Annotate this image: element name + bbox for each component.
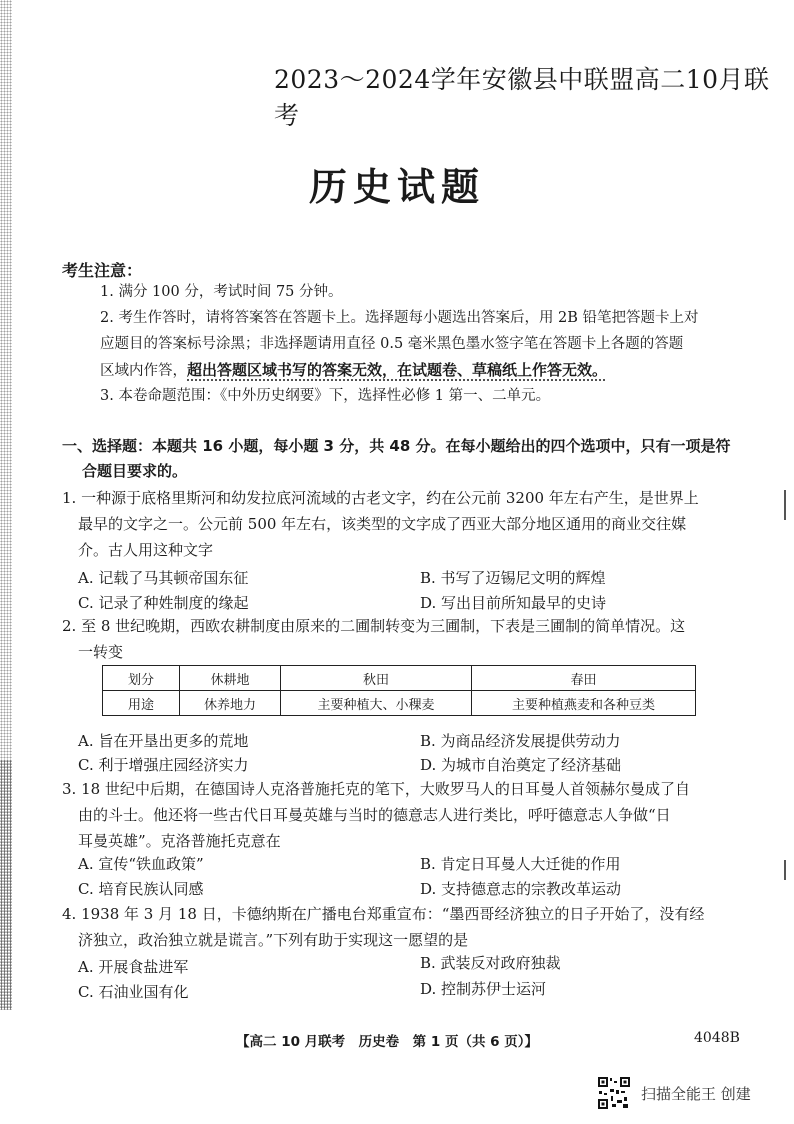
table-cell: 划分 xyxy=(103,666,180,691)
question-stem: 介。古人用这种文字 xyxy=(78,541,214,559)
notice-item: 应题目的答案标号涂黑；非选择题请用直径 0.5 毫米黑色墨水签字笔在答题卡上各题的答题 xyxy=(100,336,684,352)
question-stem: 2. 至 8 世纪晚期，西欧农耕制度由原来的二圃制转变为三圃制，下表是三圃制的简单情况。这 xyxy=(62,617,686,635)
option-b: B. 武装反对政府独裁 xyxy=(420,954,561,972)
option-b: B. 肯定日耳曼人大迁徙的作用 xyxy=(420,855,621,873)
scan-edge-mark xyxy=(784,490,786,520)
option-d: D. 写出目前所知最早的史诗 xyxy=(420,594,607,612)
table-cell: 休耕地 xyxy=(180,666,281,691)
exam-title: 2023～2024学年安徽县中联盟高二10月联考 xyxy=(274,65,770,130)
question-stem: 济独立，政治独立就是谎言。”下列有助于实现这一愿望的是 xyxy=(78,931,469,949)
table-cell: 休养地力 xyxy=(180,691,281,716)
question-stem: 最早的文字之一。公元前 500 年左右，该类型的文字成了西亚大部分地区通用的商业交往媒 xyxy=(78,515,687,533)
table-cell: 主要种植大、小稞麦 xyxy=(281,691,472,716)
option-a: A. 宣传“铁血政策” xyxy=(78,855,204,873)
option-c: C. 记录了种姓制度的缘起 xyxy=(78,594,249,612)
notice-heading: 考生注意： xyxy=(62,261,143,280)
subject-title: 历史试题 xyxy=(308,165,485,209)
question-stem: 4. 1938 年 3 月 18 日，卡德纳斯在广播电台郑重宣布：“墨西哥经济独立的日子开始了，没有经 xyxy=(62,905,705,923)
table-cell: 秋田 xyxy=(281,666,472,691)
option-c: C. 培育民族认同感 xyxy=(78,880,204,898)
scan-edge-mark xyxy=(784,860,786,880)
option-b: B. 为商品经济发展提供劳动力 xyxy=(420,732,621,750)
question-stem: 一转变 xyxy=(78,643,124,661)
footer-code: 4048B xyxy=(694,1030,740,1046)
notice-item: 3. 本卷命题范围：《中外历史纲要》下，选择性必修 1 第一、二单元。 xyxy=(100,388,551,404)
option-c: C. 利于增强庄园经济实力 xyxy=(78,756,249,774)
option-d: D. 控制苏伊士运河 xyxy=(420,980,547,998)
question-stem: 由的斗士。他还将一些古代日耳曼英雄与当时的德意志人进行类比，呼吁德意志人争做“日 xyxy=(78,806,671,824)
table-cell: 主要种植燕麦和各种豆类 xyxy=(472,691,696,716)
qr-code-icon xyxy=(597,1076,631,1110)
scan-edge-strip-dark xyxy=(0,760,12,1010)
notice-item-line xyxy=(100,358,607,383)
question-stem: 耳曼英雄”。克洛普施托克意在 xyxy=(78,832,281,850)
table-header-row xyxy=(103,666,696,691)
section-heading: 合题目要求的。 xyxy=(82,462,188,480)
table-row xyxy=(103,691,696,716)
option-b: B. 书写了迈锡尼文明的辉煌 xyxy=(420,569,606,587)
option-d: D. 为城市自治奠定了经济基础 xyxy=(420,756,622,774)
option-d: D. 支持德意志的宗教改革运动 xyxy=(420,880,622,898)
table-cell: 用途 xyxy=(103,691,180,716)
option-c: C. 石油业国有化 xyxy=(78,983,189,1001)
option-a: A. 记载了马其顿帝国东征 xyxy=(78,569,249,587)
footer-page-info: 【高二 10 月联考 历史卷 第 1 页（共 6 页）】 xyxy=(236,1034,539,1050)
notice-item: 区域内作答， xyxy=(100,363,187,379)
notice-item: 1. 满分 100 分，考试时间 75 分钟。 xyxy=(100,284,343,300)
notice-emphasis: 超出答题区域书写的答案无效，在试题卷、草稿纸上作答无效。 xyxy=(187,361,608,379)
option-a: A. 开展食盐进军 xyxy=(78,958,189,976)
notice-item: 2. 考生作答时，请将答案答在答题卡上。选择题每小题选出答案后，用 2B 铅笔把答题卡上对 xyxy=(100,310,699,326)
option-a: A. 旨在开垦出更多的荒地 xyxy=(78,732,249,750)
question-stem: 3. 18 世纪中后期，在德国诗人克洛普施托克的笔下，大败罗马人的日耳曼人首领赫尔曼成了自 xyxy=(62,780,690,798)
table-cell: 春田 xyxy=(472,666,696,691)
section-heading: 一、选择题：本题共 16 小题，每小题 3 分，共 48 分。在每小题给出的四个选项中，只有一项是符 xyxy=(62,437,731,455)
question-stem: 1. 一种源于底格里斯河和幼发拉底河流域的古老文字，约在公元前 3200 年左右产生，是世界上 xyxy=(62,489,699,507)
rotation-table xyxy=(102,665,696,716)
scanner-watermark: 扫描全能王 创建 xyxy=(641,1085,751,1103)
